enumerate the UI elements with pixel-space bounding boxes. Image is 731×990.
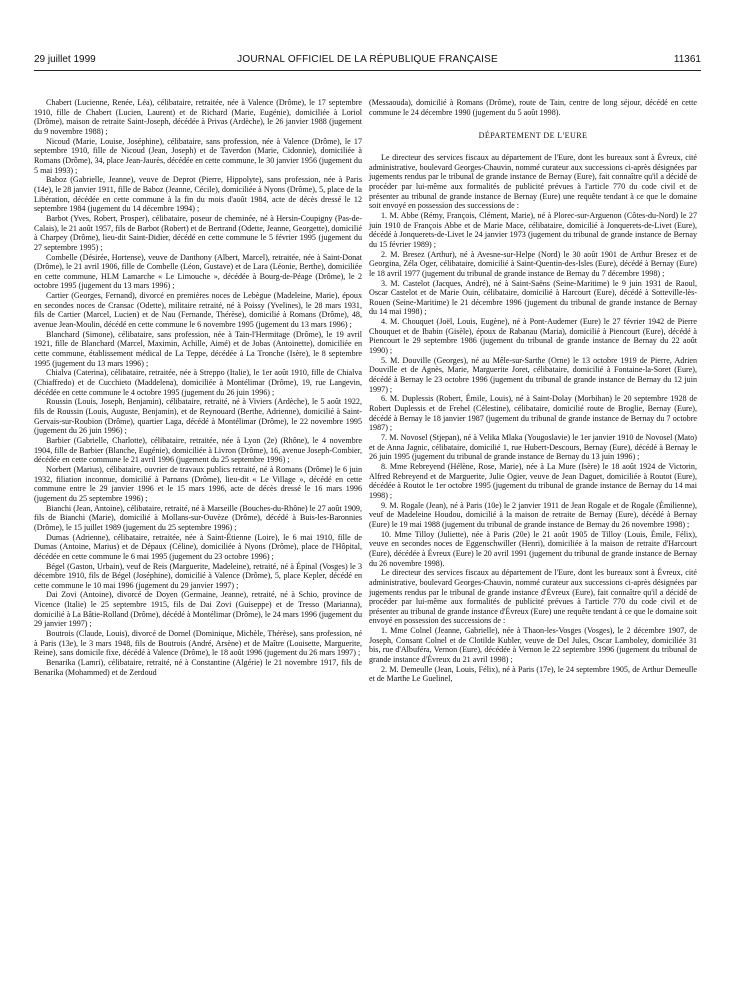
notice-paragraph: Bégel (Gaston, Urbain), veuf de Reis (Marguerite, Madeleine), retraité, né à Épinal (Vosges) le 3 décembre 1910, fils de Bégel (Joséphine), domicilié à Valence (Drôme), 5, place Kepler, décédé en cette commune le 10 mai 1996 (jugement du 29 janvier 1997) ; — [34, 561, 362, 590]
notice-paragraph: Bianchi (Jean, Antoine), célibataire, retraité, né à Marseille (Bouches-du-Rhône) le 27 août 1909, fils de Bianchi (Marie), domicilié à Mollans-sur-Ouvèze (Drôme), décédé à Buis-les-Baronnies (Drôme), le 15 juillet 1989 (jugement du 25 septembre 1996) ; — [34, 503, 362, 532]
notice-paragraph: Dumas (Adrienne), célibataire, retraitée, née à Saint-Étienne (Loire), le 6 mai 1910, fille de Dumas (Antoine, Marius) et de Dépaux (Céline), domiciliée à Nyons (Drôme), place de l'Hôpital, décédée en cette commune le 6 mai 1995 (jugement du 23 octobre 1996) ; — [34, 532, 362, 561]
notice-paragraph: 2. M. Demeulle (Jean, Louis, Félix), né à Paris (17e), le 24 septembre 1905, de Arthur Demeulle et de Marthe Le Guelinel, — [369, 664, 697, 684]
notice-paragraph: 2. M. Bresez (Arthur), né à Avesne-sur-Helpe (Nord) le 30 août 1901 de Arthur Bresez et de Georgina, Zéla Oger, célibataire, domicilié à Saint-Quentin-des-Isles (Eure), décédé à Bernay (Eure) le 18 avril 1977 (jugement du tribunal de grande instance de Bernay du 7 décembre 1998) ; — [369, 249, 697, 278]
notice-paragraph: Chialva (Caterina), célibataire, retraitée, née à Streppo (Italie), le 1er août 1910, fille de Chialva (Chiaffredo) et de Cucchieto (Maddelena), domiciliée à Montélimar (Drôme), 19, rue Langevin, décédée en cette commune le 4 octobre 1995 (jugement du 26 juin 1996) ; — [34, 368, 362, 397]
notice-paragraph: Baboz (Gabrielle, Jeanne), veuve de Deprot (Pierre, Hippolyte), sans profession, née à Paris (14e), le 28 janvier 1911, fille de Baboz (Jeanne, Cécile), domiciliée à Nyons (Drôme), 5, place de la Libération, décédée en cette commune à la fin du mois d'août 1984, acte de décès dressé le 12 septembre 1984 (jugement du 14 décembre 1994) ; — [34, 175, 362, 214]
notice-paragraph: 8. Mme Rebreyend (Hélène, Rose, Marie), née à La Mure (Isère) le 18 août 1924 de Victorin, Alfred Rebreyend et de Marguerite, Julie Ogier, veuve de Jean Daguet, domiciliée à Routot (Eure), décédée à Routot le 1er octobre 1995 (jugement du tribunal de grande instance de Bernay du 14 mai 1998) ; — [369, 461, 697, 500]
notice-paragraph: 1. M. Abbe (Rémy, François, Clément, Marie), né à Plorec-sur-Arguenon (Côtes-du-Nord) le 27 juin 1910 de François Abbe et de Marie Mace, célibataire, domicilié à Jonquerets-de-Livet (Eure), décédé à Jonquerets-de-Livet le 24 janvier 1973 (jugement du tribunal de grande instance de Bernay du 15 février 1989) ; — [369, 210, 697, 249]
notice-paragraph: 4. M. Chouquet (Joël, Louis, Eugène), né à Pont-Audemer (Eure) le 27 février 1942 de Pierre Chouquet et de Ibabin (Gisèle), époux de Rabanau (Maria), domicilié à Piencourt (Eure), décédé à Piencourt le 29 septembre 1986 (jugement du tribunal de grande instance de Bernay du 22 août 1990) ; — [369, 317, 697, 356]
notice-paragraph: Dai Zovi (Antoine), divorcé de Doyen (Germaine, Jeanne), retraité, né à Schio, province de Vicence (Italie) le 25 septembre 1915, fils de Dai Zovi (Guiseppe) et de Tresso (Marianna), domicilié à La Bâtie-Rolland (Drôme), décédé à Montélimar (Drôme), le 24 mars 1996 (jugement du 29 janvier 1997) ; — [34, 590, 362, 629]
section-title: DÉPARTEMENT DE L'EURE — [478, 131, 588, 141]
notice-paragraph: 9. M. Rogale (Jean), né à Paris (10e) le 2 janvier 1911 de Jean Rogale et de Rogale (Émilienne), veuf de Madeleine Houdou, domicilié à la maison de retraite de Bernay (Eure), décédé à Bernay (Eure) le 19 mai 1988 (jugement du tribunal de grande instance de Bernay du 26 novembre 1998) ; — [369, 500, 697, 529]
header-title: JOURNAL OFFICIEL DE LA RÉPUBLIQUE FRANÇAISE — [237, 54, 498, 65]
notice-paragraph: Le directeur des services fiscaux au département de l'Eure, dont les bureaux sont à Évreux, cité administrative, boulevard Georges-Chauvin, nommé curateur aux successions ci-après désignées par jugements rendus par le tribunal de grande instance de Bernay (Eure), fait connaître qu'il a décidé de procéder par lui-même aux formalités de publicité prévues à l'article 770 du code civil et de présenter au tribunal de grande instance de Bernay (Eure) une requête tendant à ce que le domaine soit envoyé en possession des successions de : — [369, 152, 697, 211]
notice-paragraph: Combelle (Désirée, Hortense), veuve de Danthony (Albert, Marcel), retraitée, née à Saint-Donat (Drôme), le 21 avril 1906, fille de Combelle (Léon, Gustave) et de Lara (Léonie, Berthe), domiciliée en cette commune, HLM Lamarche « Le Limouche », décédée à Bourg-de-Péage (Drôme), le 2 octobre 1995 (jugement du 13 mars 1996) ; — [34, 252, 362, 291]
right-column — [369, 98, 697, 684]
header-date: 29 juillet 1999 — [34, 54, 96, 65]
notice-paragraph: Barbot (Yves, Robert, Prosper), célibataire, poseur de cheminée, né à Hersin-Coupigny (Pas-de-Calais), le 21 août 1957, fils de Barbot (Robert) et de Bertrand (Odette, Jeanne, Georgette), domicilié à Charpey (Drôme), lieu-dit Saint-Didier, décédé en cette commune le 5 février 1995 (jugement du 27 septembre 1995) ; — [34, 213, 362, 252]
notice-paragraph: Benarika (Lamri), célibataire, retraité, né à Constantine (Algérie) le 21 novembre 1917, fils de Benarika (Mohammed) et de Zerdoud — [34, 658, 362, 677]
continued-paragraph: (Messaouda), domicilié à Romans (Drôme), route de Tain, centre de long séjour, décédé en cette commune le 24 décembre 1990 (jugement du 5 août 1998). — [369, 98, 697, 117]
notice-paragraph: Le directeur des services fiscaux au département de l'Eure, dont les bureaux sont à Évreux, cité administrative, boulevard Georges-Chauvin, nommé curateur aux successions ci-après désignées par jugements rendus par le tribunal de grande instance d'Évreux (Eure), fait connaître qu'il a décidé de procéder par lui-même aux formalités de publicité prévues à l'article 770 du code civil et de présenter au tribunal de grande instance d'Évreux (Eure) une requête tendant à ce que le domaine soit envoyé en possession des successions de : — [369, 568, 697, 626]
notice-paragraph: 6. M. Duplessis (Robert, Émile, Louis), né à Saint-Dolay (Morbihan) le 20 septembre 1928 de Robert Duplessis et de Frehel (Célestine), célibataire, domicilié route de Broglie, Bernay (Eure), décédé à Bernay le 18 janvier 1987 (jugement du tribunal de grande instance de Bernay du 7 octobre 1987) ; — [369, 394, 697, 433]
left-column — [34, 98, 362, 677]
notice-paragraph: Blanchard (Simone), célibataire, sans profession, née à Tain-l'Hermitage (Drôme), le 19 avril 1921, fille de Blanchard (Marcel, Maximin, Achille, Aimé) et de Jobas (Antoinette), domiciliée en cette commune, établissement médical de La Teppe, décédée à La Tronche (Isère), le 8 septembre 1995 (jugement du 13 mars 1996) ; — [34, 329, 362, 368]
notice-paragraph: 5. M. Douville (Georges), né au Mêle-sur-Sarthe (Orne) le 13 octobre 1919 de Pierre, Adrien Douville et de Agnès, Marie, Marguerite Joret, célibataire, domicilié à Fontaine-la-Soret (Eure), décédé à Bernay le 23 octobre 1996 (jugement du tribunal de grande instance de Bernay du 12 juin 1997) ; — [369, 355, 697, 394]
page-header — [34, 54, 701, 70]
header-rule — [34, 70, 701, 71]
notice-paragraph: Barbier (Gabrielle, Charlotte), célibataire, retraitée, née à Lyon (2e) (Rhône), le 4 novembre 1904, fille de Barbier (Blanche, Eugénie), domiciliée à Livron (Drôme), 16, avenue Joseph-Combier, décédée en cette commune le 21 avril 1996 (jugement du 25 septembre 1996) ; — [34, 435, 362, 465]
notice-paragraph: Norbert (Marius), célibataire, ouvrier de travaux publics retraité, né à Romans (Drôme) le 6 juin 1932, filiation inconnue, domicilié à Parnans (Drôme), lieu-dit « Le Village », décédé en cette commune entre le 29 janvier 1996 et le 15 mars 1996, acte de décès dressé le 16 mars 1996 (jugement du 25 septembre 1996) ; — [34, 464, 362, 503]
notice-paragraph: 3. M. Castelot (Jacques, André), né à Saint-Saëns (Seine-Maritime) le 9 juin 1931 de Raoul, Oscar Castelot et de Marie Ouin, célibataire, domicilié à Harcourt (Eure), décédé à Sotteville-lès-Rouen (Seine-Maritime) le 21 décembre 1996 (jugement du tribunal de grande instance de Bernay du 14 mai 1998) ; — [369, 278, 697, 317]
notice-paragraph: Roussin (Louis, Joseph, Benjamin), célibataire, retraité, né à Viviers (Ardèche), le 5 août 1922, fils de Roussin (Louis, Auguste, Benjamin), et de Reynouard (Berthe, Adrienne), domicilié à Saint-Gervais-sur-Roubion (Drôme), quartier Laga, décédé à Montélimar (Drôme), le 22 novembre 1995 (jugement du 26 juin 1996) ; — [34, 397, 362, 436]
notice-paragraph: 1. Mme Colnel (Jeanne, Gabrielle), née à Thaon-les-Vosges (Vosges), le 2 décembre 1907, de Joseph, Consant Colnel et de Clotilde Kubler, veuve de Del Jules, Oscar Lamboley, domiciliée 31 bis, rue d'Albuféra, Vernon (Eure), décédée à Vernon le 22 septembre 1996 (jugement du tribunal de grande instance d'Évreux du 21 avril 1998) ; — [369, 626, 697, 665]
notice-paragraph: Boutrois (Claude, Louis), divorcé de Dornel (Dominique, Michèle, Thérèse), sans profession, né à Paris (13e), le 3 mars 1948, fils de Boutrois (André, Arsène) et de Maître (Louisette, Marguerite, Reine), sans domicile fixe, décédé à Valence (Drôme), le 18 août 1996 (jugement du 26 mars 1997) ; — [34, 629, 362, 658]
header-page-number: 11361 — [673, 54, 701, 65]
notice-paragraph: 10. Mme Tilloy (Juliette), née à Paris (20e) le 21 août 1905 de Tilloy (Louis, Émile, Félix), veuve en secondes noces de Eggenschwiller (Henri), domiciliée à la maison de retraite d'Harcourt (Eure), décédée à Évreux (Eure) le 20 avril 1991 (jugement du tribunal de grande instance de Bernay du 26 novembre 1998). — [369, 529, 697, 568]
notice-paragraph: Nicoud (Marie, Louise, Joséphine), célibataire, sans profession, née à Valence (Drôme), le 17 septembre 1910, fille de Nicoud (Jean, Joseph) et de Taverdon (Marie, Cidonnie), domiciliée à Romans (Drôme), 34, place Jean-Jaurès, décédée en cette commune, le 30 janvier 1956 (jugement du 5 mai 1993) ; — [34, 136, 362, 175]
notice-paragraph: 7. M. Novosel (Stjepan), né à Velika Mlaka (Yougoslavie) le 1er janvier 1910 de Novosel (Mato) et de Anna Jagnic, célibataire, domicilié 1, rue Hubert-Descours, Bernay (Eure), décédé à Bernay le 26 juin 1995 (jugement du tribunal de grande instance de Bernay du 13 juin 1996) ; — [369, 433, 697, 462]
notice-paragraph: Cartier (Georges, Fernand), divorcé en premières noces de Lebègue (Madeleine, Marie), époux en secondes noces de Cransac (Odette), militaire retraité, né à Poissy (Yvelines), le 28 mars 1931, fils de Cartier (Marcel, Lucien) et de Nau (Fernande, Thérèse), domicilié à Romans (Drôme), 48, avenue Jean-Moulin, décédé en cette commune le 6 novembre 1995 (jugement du 13 mars 1996) ; — [34, 291, 362, 330]
notice-paragraph: Chabert (Lucienne, Renée, Léa), célibataire, retraitée, née à Valence (Drôme), le 17 septembre 1910, fille de Chabert (Lucien, Laurent) et de Richard (Marie, Eugénie), domiciliée à Loriol (Drôme), maison de retraite Saint-Joseph, décédée à Privas (Ardèche), le 26 janvier 1988 (jugement du 9 novembre 1988) ; — [34, 98, 362, 136]
